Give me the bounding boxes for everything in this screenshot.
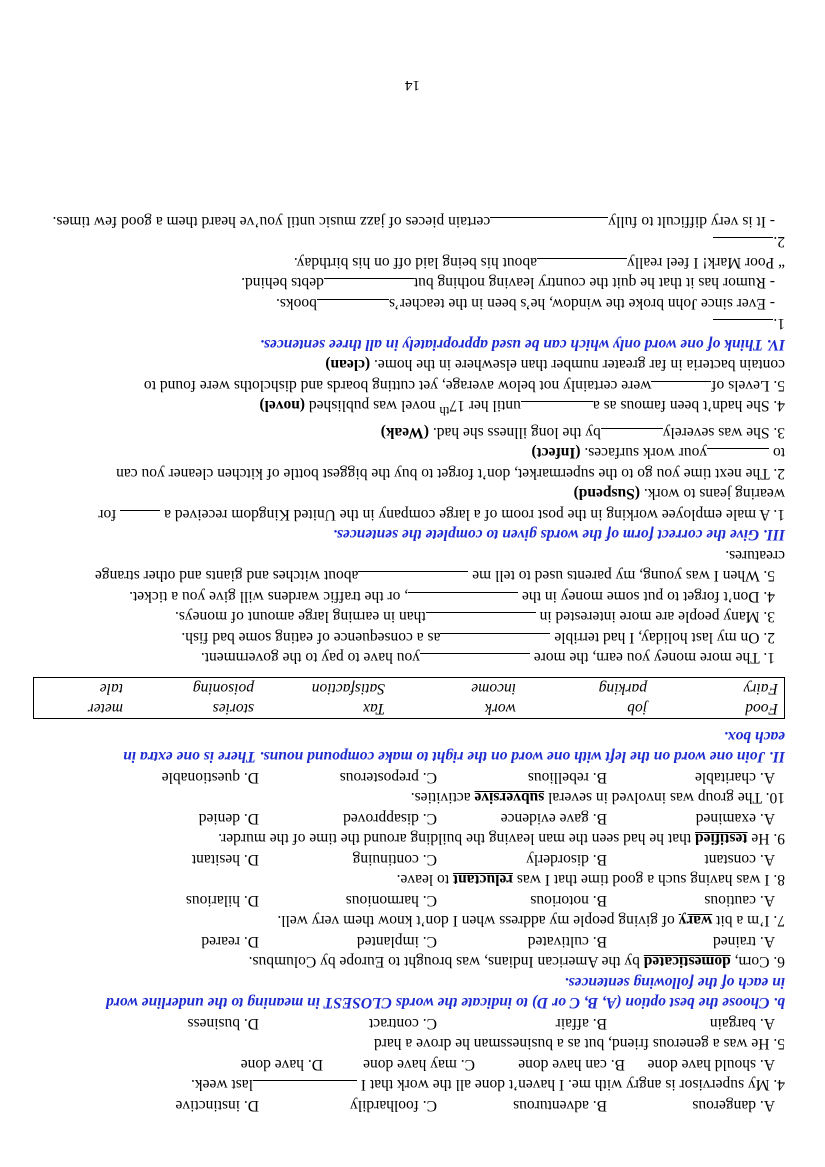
option-d: D. business xyxy=(187,1015,259,1032)
page-number: 14 xyxy=(405,77,420,93)
option-c: C. preposterous xyxy=(339,769,437,786)
q4-options xyxy=(33,1054,785,1075)
option-a: A. cautious xyxy=(704,892,775,909)
option-d: D. denied xyxy=(198,810,259,827)
option-a: A. dangerous xyxy=(692,1097,775,1114)
answer-blank[interactable] xyxy=(426,613,536,626)
word-cell: poisoning xyxy=(129,678,260,699)
compound-item-3: 3. Many people are more interested in than in earning large amount of moneys. xyxy=(175,608,775,626)
compound-item-1: 1. The more money you earn, the more you have to pay to the government. xyxy=(200,649,775,667)
option-c: C. harmonious xyxy=(345,892,437,909)
option-a: A. constant xyxy=(704,851,775,868)
option-d: D. have done xyxy=(240,1056,323,1073)
answer-blank[interactable] xyxy=(358,572,468,585)
item-2-number: 2. xyxy=(33,231,785,252)
question-9: 9. He testified that he had seen the man leaving the building around the time of the murder. xyxy=(218,830,785,848)
section-2-heading-cont: each box. xyxy=(723,728,785,745)
option-c: C. implanted xyxy=(356,933,437,950)
word-cell: Satisfaction xyxy=(260,678,391,699)
word-form-2-cont: to your work surfaces. (Infect) xyxy=(531,444,785,462)
answer-blank[interactable] xyxy=(601,428,663,441)
option-d: D. questionable xyxy=(161,769,259,786)
word-cell: income xyxy=(391,678,522,699)
word-cell: Fairy xyxy=(653,678,785,699)
word-form-1: 1. A male employee working in the post room of a large company in the United Kingdom received a for xyxy=(98,506,785,523)
question-10: 10. The group was involved in several subversive activities. xyxy=(410,789,785,807)
word-cell: parking xyxy=(522,678,653,699)
section-b-heading: b. Choose the best option (A, B, C or D) to indicate the words CLOSEST in meaning to the underline word xyxy=(105,994,785,1012)
word-cell: job xyxy=(522,699,653,720)
option-a: A. charitable xyxy=(694,769,775,786)
word-form-5: 5. Levels ofwere certainly not below average, yet cutting boards and dishcloths were found to xyxy=(143,376,785,394)
answer-blank[interactable] xyxy=(420,654,530,667)
option-d: D. hesitant xyxy=(191,851,259,868)
option-d: D. instinctive xyxy=(175,1097,259,1114)
word-cell: tale xyxy=(34,678,130,699)
section-2-heading: II. Join one word on the left with one word on the right to make compound nouns. There is one extra in xyxy=(123,748,785,766)
item-1-sentence-3: “ Poor Mark! I feel reallyabout his being laid off on his birthday. xyxy=(293,253,785,271)
option-b: B. cultivated xyxy=(527,933,607,950)
document-content xyxy=(33,210,785,1115)
option-d: D. reared xyxy=(201,933,259,950)
q8-options xyxy=(33,849,785,870)
option-c: C. continuing xyxy=(352,851,437,868)
option-a: A. bargain xyxy=(709,1015,775,1032)
answer-blank[interactable] xyxy=(408,592,518,605)
section-4-heading: IV. Think of one word only which can be used appropriately in all three sentences. xyxy=(259,335,785,353)
word-cell: work xyxy=(391,699,522,720)
option-a: A. should have done xyxy=(647,1056,775,1073)
word-cell: stories xyxy=(129,699,260,720)
q7-options xyxy=(33,890,785,911)
q9-options xyxy=(33,808,785,829)
item-1-sentence-2: - Rumor has it that he quit the country leaving nothing butdebts behind. xyxy=(241,274,775,292)
answer-blank[interactable] xyxy=(120,510,160,523)
option-b: B. affair xyxy=(555,1015,607,1032)
q10-options xyxy=(33,767,785,788)
answer-blank[interactable] xyxy=(253,1081,357,1094)
question-5: 5. He was a generous friend, but as a businessman he drove a hard xyxy=(373,1035,785,1053)
answer-blank[interactable] xyxy=(521,401,593,414)
answer-blank[interactable] xyxy=(713,319,773,332)
option-b: B. rebellious xyxy=(527,769,607,786)
item-2-sentence-1: - It is very difficult to fullycertain pieces of jazz music until you’ve heard them a good few times. xyxy=(52,212,775,230)
question-4: 4. My supervisor is angry with me. I haven’t done all the work that I last week. xyxy=(190,1076,785,1094)
question-8: 8. I was having such a good time that I was reluctant to leave. xyxy=(396,871,785,889)
word-form-2: 2. The next time you go to the supermarket, don’t forget to buy the biggest bottle of kitchen cleaner you can xyxy=(116,465,785,482)
answer-blank[interactable] xyxy=(537,258,627,271)
q6-options xyxy=(33,931,785,952)
compound-item-5: 5. When I was young, my parents used to tell me about witches and giants and other strange xyxy=(94,567,775,585)
option-b: B. gave evidence xyxy=(500,810,607,827)
q5-options xyxy=(33,1013,785,1034)
word-cell: Food xyxy=(653,699,785,720)
option-c: C. may have done xyxy=(363,1056,475,1073)
option-b: B. adventurous xyxy=(513,1097,607,1114)
option-a: A. trained xyxy=(713,933,775,950)
answer-blank[interactable] xyxy=(317,299,389,312)
word-cell: Tax xyxy=(260,699,391,720)
answer-blank[interactable] xyxy=(440,633,550,646)
question-6: 6. Corn, domesticated by the American Indians, was brought to Europe by Columbus. xyxy=(248,953,785,971)
question-7: 7. I’m a bit wary of giving people my address when I don’t know them very well. xyxy=(277,912,785,930)
word-box xyxy=(33,678,785,720)
word-form-4: 4. She hadn’t been famous as auntil her 17th novel was published (novel) xyxy=(259,397,785,420)
word-form-1-cont: wearing jeans to work. (Suspend) xyxy=(573,485,785,503)
answer-blank[interactable] xyxy=(713,237,773,250)
item-1-number: 1. xyxy=(33,313,785,334)
option-c: C. contract xyxy=(368,1015,437,1032)
answer-blank[interactable] xyxy=(324,278,414,291)
word-cell: meter xyxy=(34,699,130,720)
compound-item-5-cont: creatures. xyxy=(725,547,785,564)
answer-blank[interactable] xyxy=(490,217,608,230)
word-form-5-cont: contain bacteria in far greater number than elsewhere in the home. (clean) xyxy=(325,356,785,374)
section-b-heading-cont: in each of the following sentences. xyxy=(564,974,785,991)
answer-blank[interactable] xyxy=(707,449,769,462)
compound-item-4: 4. Don’t forget to put some money in the , or the traffic wardens will give you a ticket. xyxy=(129,588,775,605)
q3-options xyxy=(33,1095,785,1116)
option-b: B. disorderly xyxy=(526,851,607,868)
item-1-sentence-1: - Ever since John broke the window, he’s been in the teacher’sbooks. xyxy=(275,294,775,312)
option-d: D. hilarious xyxy=(185,892,259,909)
word-form-3: 3. She was severelyby the long illness she had. (Weak) xyxy=(380,424,785,441)
option-c: C. disapproved xyxy=(343,810,437,827)
word-box-row xyxy=(34,699,785,720)
compound-item-2: 2. On my last holiday, I had terrible as a consequence of eating some bad fish. xyxy=(181,629,775,646)
answer-blank[interactable] xyxy=(651,381,711,394)
section-3-heading: III. Give the correct form of the words given to complete the sentences. xyxy=(332,526,785,544)
word-box-row xyxy=(34,678,785,699)
option-c: C. foolhardily xyxy=(350,1097,437,1114)
option-a: A. examined xyxy=(695,810,775,827)
option-b: B. can have done xyxy=(518,1056,625,1073)
option-b: B. notorious xyxy=(530,892,607,909)
